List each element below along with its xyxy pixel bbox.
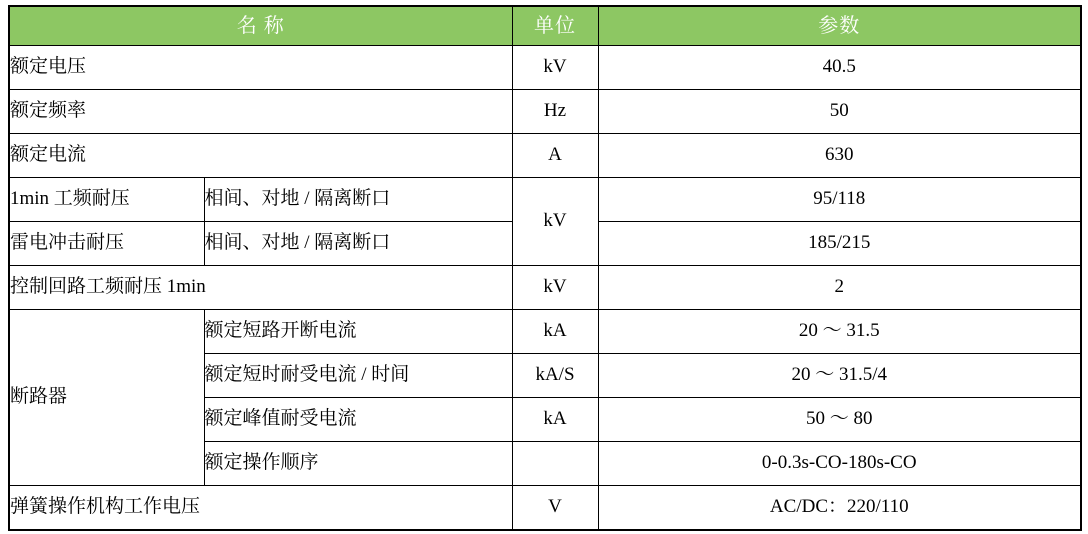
power-freq-withstand-value: 95/118: [598, 178, 1081, 222]
spring-mechanism-name: 弹簧操作机构工作电压: [9, 486, 512, 531]
rated-voltage-value: 40.5: [598, 46, 1081, 90]
header-name: 名 称: [9, 6, 512, 46]
lightning-impulse-value: 185/215: [598, 222, 1081, 266]
spring-mechanism-value: AC/DC：220/110: [598, 486, 1081, 531]
rated-frequency-value: 50: [598, 90, 1081, 134]
control-circuit-value: 2: [598, 266, 1081, 310]
power-freq-withstand-scope: 相间、对地 / 隔离断口: [204, 178, 512, 222]
peak-withstand-unit: kA: [512, 398, 598, 442]
control-circuit-unit: kV: [512, 266, 598, 310]
rated-frequency-name: 额定频率: [9, 90, 512, 134]
row-rated-current: [9, 134, 1081, 178]
breaking-current-name: 额定短路开断电流: [204, 310, 512, 354]
row-rated-frequency: [9, 90, 1081, 134]
spring-mechanism-unit: V: [512, 486, 598, 531]
operating-sequence-unit: [512, 442, 598, 486]
rated-current-unit: A: [512, 134, 598, 178]
power-freq-withstand-name: 1min 工频耐压: [9, 178, 204, 222]
circuit-breaker-group-label: 断路器: [9, 310, 204, 486]
operating-sequence-name: 额定操作顺序: [204, 442, 512, 486]
header-param: 参数: [598, 6, 1081, 46]
row-spring-mechanism-voltage: [9, 486, 1081, 531]
rated-current-name: 额定电流: [9, 134, 512, 178]
rated-voltage-name: 额定电压: [9, 46, 512, 90]
header-row: [9, 6, 1081, 46]
peak-withstand-value: 50 ～ 80: [598, 398, 1081, 442]
spec-table: [8, 5, 1082, 531]
control-circuit-name: 控制回路工频耐压 1min: [9, 266, 512, 310]
short-time-withstand-name: 额定短时耐受电流 / 时间: [204, 354, 512, 398]
breaking-current-unit: kA: [512, 310, 598, 354]
row-breaker-breaking-current: [9, 310, 1081, 354]
breaking-current-value: 20 ～ 31.5: [598, 310, 1081, 354]
row-rated-voltage: [9, 46, 1081, 90]
operating-sequence-value: 0-0.3s-CO-180s-CO: [598, 442, 1081, 486]
row-control-circuit-withstand: [9, 266, 1081, 310]
rated-current-value: 630: [598, 134, 1081, 178]
row-power-freq-withstand: [9, 178, 1081, 222]
short-time-withstand-unit: kA/S: [512, 354, 598, 398]
withstand-unit-merged: kV: [512, 178, 598, 266]
header-unit: 单位: [512, 6, 598, 46]
rated-frequency-unit: Hz: [512, 90, 598, 134]
lightning-impulse-name: 雷电冲击耐压: [9, 222, 204, 266]
short-time-withstand-value: 20 ～ 31.5/4: [598, 354, 1081, 398]
lightning-impulse-scope: 相间、对地 / 隔离断口: [204, 222, 512, 266]
peak-withstand-name: 额定峰值耐受电流: [204, 398, 512, 442]
rated-voltage-unit: kV: [512, 46, 598, 90]
